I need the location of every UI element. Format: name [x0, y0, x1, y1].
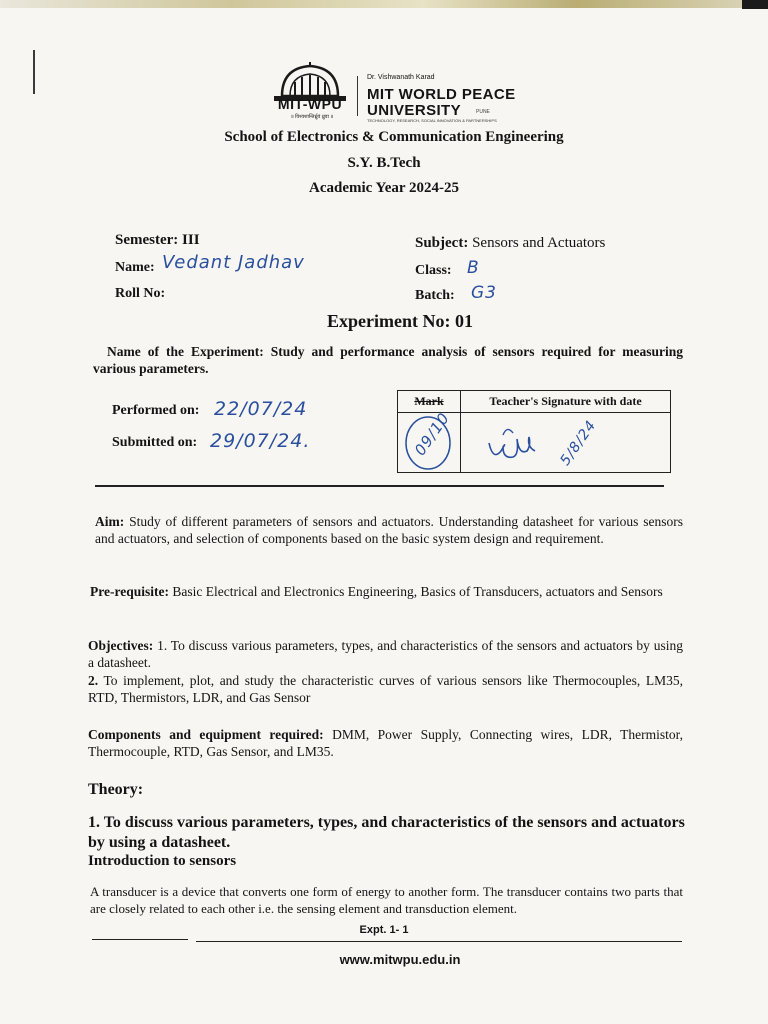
logo-city: PUNE	[476, 109, 490, 115]
objective-2-number: 2.	[88, 673, 99, 688]
experiment-name-text: Study and performance analysis of sensors required for measuring various parameters.	[93, 344, 683, 376]
subject-label: Subject:	[415, 235, 469, 251]
objectives-label: Objectives:	[88, 638, 154, 653]
objective-1: 1. To discuss various parameters, types, and characteristics of the sensors and actuators by using a datasheet.	[88, 638, 684, 670]
mark-value: 09/10	[410, 409, 454, 459]
subject-field	[415, 235, 605, 252]
page-top-edge	[0, 0, 768, 8]
components-text: DMM, Power Supply, Connecting wires, LDR, Thermistor, Thermocouple, RTD, Gas Sensor, and LM35.	[88, 727, 683, 759]
prerequisite-text: Basic Electrical and Electronics Engineering, Basics of Transducers, actuators and Sensors	[172, 584, 663, 599]
batch-value: G3	[471, 283, 497, 303]
experiment-title: Experiment No: 01	[327, 311, 473, 331]
footer-rule-right	[196, 941, 682, 942]
signature-date: 5/8/24	[557, 417, 600, 469]
name-label: Name:	[115, 260, 155, 275]
objectives-paragraph	[88, 637, 683, 671]
section-divider	[95, 485, 664, 487]
page-corner-shadow	[742, 0, 768, 9]
roll-label: Roll No:	[115, 286, 166, 301]
batch-label: Batch:	[415, 288, 455, 303]
semester-label: Semester: III	[115, 232, 200, 248]
logo-tagline: TECHNOLOGY, RESEARCH, SOCIAL INNOVATION & PARTNERSHIPS	[367, 118, 497, 123]
footer-rule-left	[92, 939, 188, 940]
signature-col-header: Teacher's Signature with date	[461, 391, 671, 413]
performed-label: Performed on:	[112, 403, 200, 418]
program-name: S.Y. B.Tech	[347, 155, 421, 171]
aim-label: Aim:	[95, 514, 125, 529]
aim-text: Study of different parameters of sensors and actuators. Understanding datasheet for various sensors and actuators, and selection of components based on the basic system design and requirement.	[95, 514, 684, 546]
name-value: Vedant Jadhav	[162, 252, 305, 273]
marks-col-header: Mark	[398, 391, 461, 413]
class-label: Class:	[415, 263, 452, 278]
components-paragraph	[88, 726, 683, 760]
margin-mark	[33, 50, 35, 94]
logo-pre-title: Dr. Vishwanath Karad	[367, 74, 435, 81]
logo-abbreviation: MIT-WPU	[277, 96, 343, 112]
objective-2: To implement, plot, and study the characteristic curves of various sensors like Thermocouples, LM35, RTD, Thermistors, LDR, and Gas Sensor	[88, 673, 683, 705]
performed-value: 22/07/24	[214, 398, 308, 420]
class-value: B	[467, 258, 480, 278]
components-label: Components and equipment required:	[88, 727, 324, 742]
submitted-label: Submitted on:	[112, 435, 198, 450]
footer-url: www.mitwpu.edu.in	[339, 952, 461, 967]
theory-paragraph: A transducer is a device that converts one form of energy to another form. The transducer contains two parts that are closely related to each other i.e. the sensing element and transduction element.	[90, 884, 683, 916]
logo-motto: ॥ विश्वशान्तिर्ध्रुवं ध्रुवा ॥	[290, 114, 334, 120]
objective-2-paragraph	[88, 672, 683, 706]
subject-value: Sensors and Actuators	[472, 235, 606, 251]
marks-table	[397, 390, 671, 473]
submitted-value: 29/07/24.	[210, 430, 311, 452]
page-number: Expt. 1- 1	[359, 924, 409, 936]
theory-heading: Theory:	[88, 781, 144, 798]
theory-subheading: 1. To discuss various parameters, types, and characteristics of the sensors and actuators by using a datasheet.	[88, 814, 685, 851]
logo-name-line2: UNIVERSITY	[367, 102, 462, 119]
school-name: School of Electronics & Communication Engineering	[224, 129, 564, 145]
signature-cell	[461, 413, 671, 473]
academic-year: Academic Year 2024-25	[309, 180, 459, 196]
experiment-name-paragraph	[93, 343, 683, 377]
logo-divider	[357, 76, 358, 116]
experiment-name-label: Name of the Experiment:	[107, 344, 264, 359]
prerequisite-label: Pre-requisite:	[90, 584, 169, 599]
logo-name-line1: MIT WORLD PEACE	[367, 86, 516, 103]
marks-cell	[398, 409, 461, 473]
intro-sensors-heading: Introduction to sensors	[88, 853, 237, 869]
prerequisite-paragraph	[90, 583, 683, 600]
aim-paragraph	[95, 513, 683, 547]
